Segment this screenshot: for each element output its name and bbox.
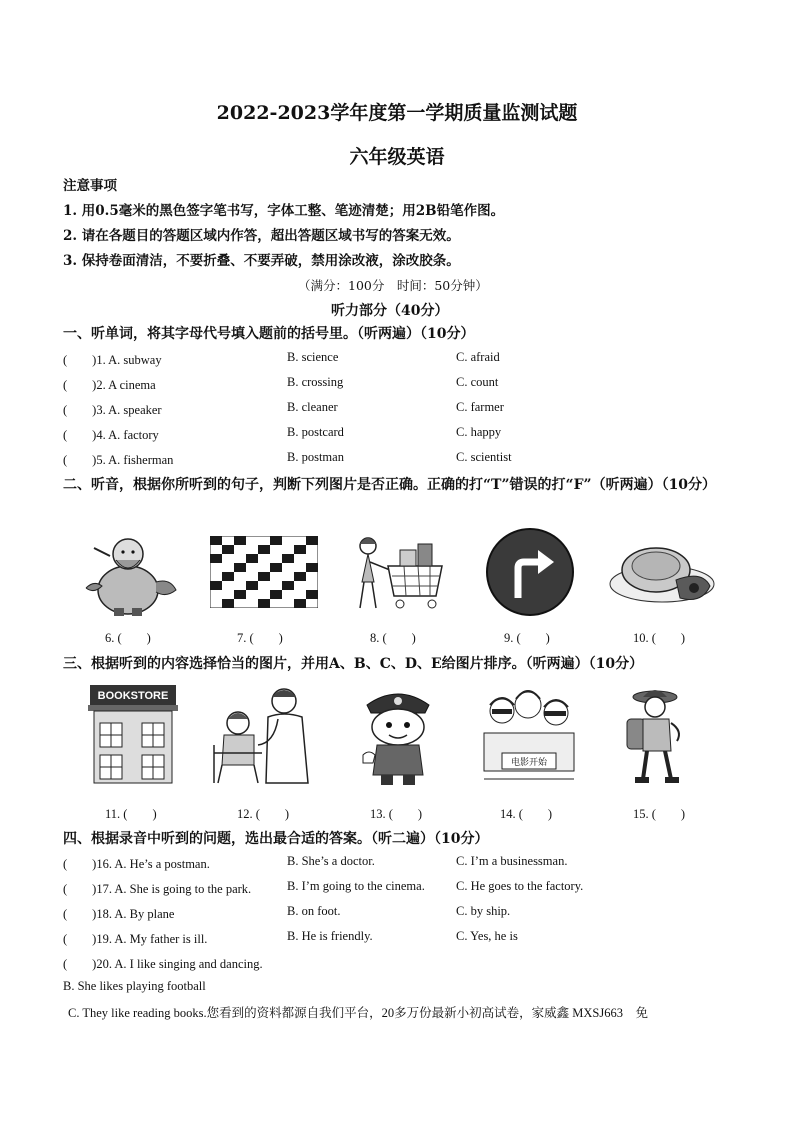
- question-16: ( )16. A. He’s a postman.: [63, 857, 210, 871]
- page-subtitle: 六年级英语: [349, 146, 445, 168]
- question-20: ( )20. A. I like singing and dancing.: [63, 957, 263, 971]
- option-b: B. She’s a doctor.: [287, 854, 375, 868]
- question-19: ( )19. A. My father is ill.: [63, 932, 208, 946]
- section2-heading: 二、听音，根据你所听到的句子，判断下列图片是否正确。正确的打“T”错误的打“F”（听两遍）（10分）: [63, 477, 717, 493]
- question-6: 6. ( ): [105, 631, 151, 645]
- question-2: ( )2. A cinema: [63, 378, 156, 392]
- cinema-sign: 电影开始: [510, 758, 548, 768]
- option-c: C. They like reading books.您看到的资料都源自我们平台，20多万份最新小初高试卷，家威鑫 MXSJ663 免: [68, 1006, 648, 1020]
- cinema-picture: [480, 683, 578, 787]
- option-b: B. He is friendly.: [287, 929, 373, 943]
- bookstore-sign: BOOKSTORE: [97, 690, 169, 702]
- option-b: B. cleaner: [287, 400, 338, 414]
- question-3: ( )3. A. speaker: [63, 403, 162, 417]
- bookstore-picture: [86, 683, 180, 787]
- turn-right-sign-picture: [484, 526, 576, 618]
- option-c: C. happy: [456, 425, 502, 439]
- doctor-picture: [208, 683, 316, 787]
- question-1: ( )1. A. subway: [63, 353, 162, 367]
- note-item: 1. 用0.5毫米的黑色签字笔书写，字体工整、笔迹清楚；用2B铅笔作图。: [63, 203, 505, 219]
- option-c: C. scientist: [456, 450, 512, 464]
- note-item: 2. 请在各题目的答题区域内作答，超出答题区域书写的答案无效。: [63, 228, 460, 244]
- question-17: ( )17. A. She is going to the park.: [63, 882, 252, 896]
- crossword-picture: [210, 536, 318, 608]
- section3-heading: 三、根据听到的内容选择恰当的图片，并用A、B、C、D、E给图片排序。（听两遍）（10分）: [63, 656, 644, 672]
- old-man-picture: [72, 528, 184, 618]
- shopping-cart-picture: [340, 530, 450, 616]
- question-18: ( )18. A. By plane: [63, 907, 175, 921]
- section1-heading: 一、听单词，将其字母代号填入题前的括号里。（听两遍）（10分）: [63, 326, 475, 342]
- option-b: B. science: [287, 350, 339, 364]
- question-14: 14. ( ): [500, 807, 553, 821]
- score-time: （满分：100分 时间：50分钟）: [298, 278, 488, 293]
- question-5: ( )5. A. fisherman: [63, 453, 174, 467]
- listening-heading: 听力部分（40分）: [331, 303, 449, 319]
- question-8: 8. ( ): [370, 631, 416, 645]
- option-c: C. I’m a businessman.: [456, 854, 568, 868]
- policeman-picture: [355, 683, 441, 787]
- option-c: C. by ship.: [456, 904, 511, 918]
- question-7: 7. ( ): [237, 631, 283, 645]
- question-12: 12. ( ): [237, 807, 290, 821]
- question-13: 13. ( ): [370, 807, 423, 821]
- option-b: B. She likes playing football: [63, 979, 206, 993]
- note-item: 3. 保持卷面清洁，不要折叠、不要弄破，禁用涂改液，涂改胶条。: [63, 253, 460, 269]
- option-c: C. afraid: [456, 350, 500, 364]
- question-4: ( )4. A. factory: [63, 428, 159, 442]
- question-15: 15. ( ): [633, 807, 686, 821]
- mooncake-picture: [606, 530, 718, 616]
- hiker-picture: [615, 683, 695, 787]
- question-10: 10. ( ): [633, 631, 686, 645]
- page-title: 2022-2023学年度第一学期质量监测试题: [216, 102, 578, 124]
- question-9: 9. ( ): [504, 631, 550, 645]
- option-b: B. I’m going to the cinema.: [287, 879, 425, 893]
- option-b: B. on foot.: [287, 904, 341, 918]
- notes-heading: 注意事项: [63, 178, 117, 194]
- option-c: C. count: [456, 375, 499, 389]
- option-c: C. farmer: [456, 400, 504, 414]
- option-b: B. postman: [287, 450, 344, 464]
- option-b: B. postcard: [287, 425, 344, 439]
- option-c: C. Yes, he is: [456, 929, 518, 943]
- option-b: B. crossing: [287, 375, 344, 389]
- option-c: C. He goes to the factory.: [456, 879, 584, 893]
- section4-heading: 四、根据录音中听到的问题，选出最合适的答案。（听二遍）（10分）: [63, 831, 489, 847]
- question-11: 11. ( ): [105, 807, 157, 821]
